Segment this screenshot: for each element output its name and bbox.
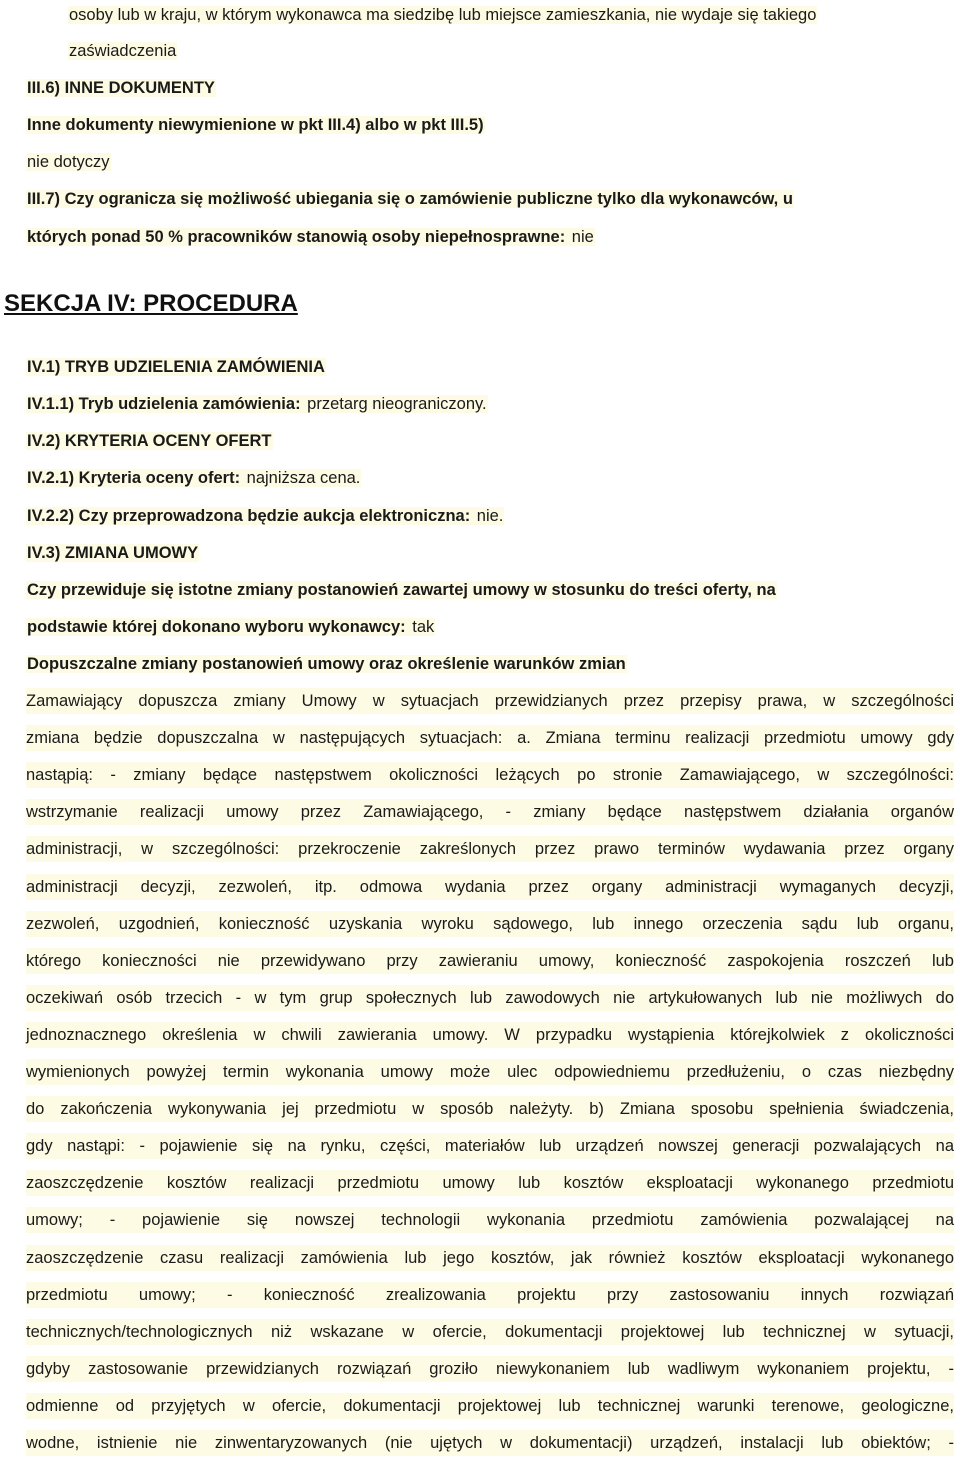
body-line: gdyby zastosowanie przewidzianych rozwiązań groziło niewykonaniem lub wadliwym wykonaniem projektu, -	[26, 1360, 954, 1378]
contract-change-question-line1: Czy przewiduje się istotne zmiany postanowień zawartej umowy w stosunku do treści oferty, na	[27, 581, 776, 599]
body-line: przedmiotu umowy; - konieczność zrealizowania projektu przy zastosowaniu innych rozwiązań	[26, 1286, 954, 1304]
heading-iii6: III.6) INNE DOKUMENTY	[27, 79, 215, 97]
body-line: oczekiwań osób trzecich - w tym grup społecznych lub zawodowych nie artykułowanych lub nie możliwych do	[26, 989, 954, 1007]
question-iii7-line1: III.7) Czy ogranicza się możliwość ubiegania się o zamówienie publiczne tylko dla wykonawców, u	[27, 190, 793, 208]
question-iii7-line2: których ponad 50 % pracowników stanowią osoby niepełnosprawne: nie	[27, 228, 594, 246]
contract-change-question-line2: podstawie której dokonano wyboru wykonawcy: tak	[27, 618, 435, 636]
procedure-type: IV.1.1) Tryb udzielenia zamówienia: przetarg nieograniczony.	[27, 395, 487, 413]
continuation-line-1: osoby lub w kraju, w którym wykonawca ma siedzibę lub miejsce zamieszkania, nie wydaje się takiego	[69, 6, 817, 24]
body-line: technicznych/technologicznych niż wskazane w ofercie, dokumentacji projektowej lub technicznej w sytuacji,	[26, 1323, 954, 1341]
evaluation-criteria: IV.2.1) Kryteria oceny ofert: najniższa cena.	[27, 469, 361, 487]
body-line: administracji decyzji, zezwoleń, itp. odmowa wydania przez organy administracji wymaganych decyzji,	[26, 878, 954, 896]
label-other-documents: Inne dokumenty niewymienione w pkt III.4) albo w pkt III.5)	[27, 116, 484, 134]
heading-iv2: IV.2) KRYTERIA OCENY OFERT	[27, 432, 272, 450]
body-line: wstrzymanie realizacji umowy przez Zamawiającego, - zmiany będące następstwem działania organów	[26, 803, 954, 821]
body-line: wodne, istnienie nie zinwentaryzowanych (nie ujętych w dokumentacji) urządzeń, instalacji lub obiektów; -	[26, 1434, 954, 1452]
body-line: zaoszczędzenie czasu realizacji zamówienia lub jego kosztów, jak również kosztów eksploatacji wykonanego	[26, 1249, 954, 1267]
body-line: zezwoleń, uzgodnień, konieczność uzyskania wyroku sądowego, lub innego orzeczenia sądu lub organu,	[26, 915, 954, 933]
heading-iv3: IV.3) ZMIANA UMOWY	[27, 544, 199, 562]
heading-iv1: IV.1) TRYB UDZIELENIA ZAMÓWIENIA	[27, 358, 325, 376]
body-line: jednoznacznego określenia w chwili zawierania umowy. W przypadku wystąpienia którejkolwiek z okoliczności	[26, 1026, 954, 1044]
section-title: SEKCJA IV: PROCEDURA	[4, 290, 298, 317]
continuation-line-2: zaświadczenia	[69, 42, 177, 60]
body-line: zmiana będzie dopuszczalna w następujących sytuacjach: a. Zmiana terminu realizacji przedmiotu umowy gdy	[26, 729, 954, 747]
body-line: gdy nastąpi: - pojawienie się na rynku, części, materiałów lub urządzeń nowszej generacji pozwalających na	[26, 1137, 954, 1155]
body-line: administracji, w szczególności: przekroczenie zakreślonych przez prawo terminów wydawania przez organy	[26, 840, 954, 858]
body-line: zaoszczędzenie kosztów realizacji przedmiotu umowy lub kosztów eksploatacji wykonanego przedmiotu	[26, 1174, 954, 1192]
body-line: nastąpią: - zmiany będące następstwem okoliczności leżących po stronie Zamawiającego, w szczególności:	[26, 766, 954, 784]
value-other-documents: nie dotyczy	[27, 153, 110, 171]
body-line: którego konieczności nie przewidywano przy zawieraniu umowy, konieczność zaspokojenia roszczeń lub	[26, 952, 954, 970]
body-line: Zamawiający dopuszcza zmiany Umowy w sytuacjach przewidzianych przez przepisy prawa, w szczególności	[26, 692, 954, 710]
body-line: odmienne od przyjętych w ofercie, dokumentacji projektowej lub technicznej warunki terenowe, geologiczne,	[26, 1397, 954, 1415]
body-line: do zakończenia wykonywania jej przedmiotu w sposób należyty. b) Zmiana sposobu spełnienia świadczenia,	[26, 1100, 954, 1118]
body-line: wymienionych powyżej termin wykonania umowy może ulec odpowiedniemu przedłużeniu, o czas niezbędny	[26, 1063, 954, 1081]
allowed-changes-heading: Dopuszczalne zmiany postanowień umowy oraz określenie warunków zmian	[27, 655, 626, 673]
body-line: umowy; - pojawienie się nowszej technologii wykonania przedmiotu zamówienia pozwalającej na	[26, 1211, 954, 1229]
electronic-auction: IV.2.2) Czy przeprowadzona będzie aukcja elektroniczna: nie.	[27, 507, 504, 525]
